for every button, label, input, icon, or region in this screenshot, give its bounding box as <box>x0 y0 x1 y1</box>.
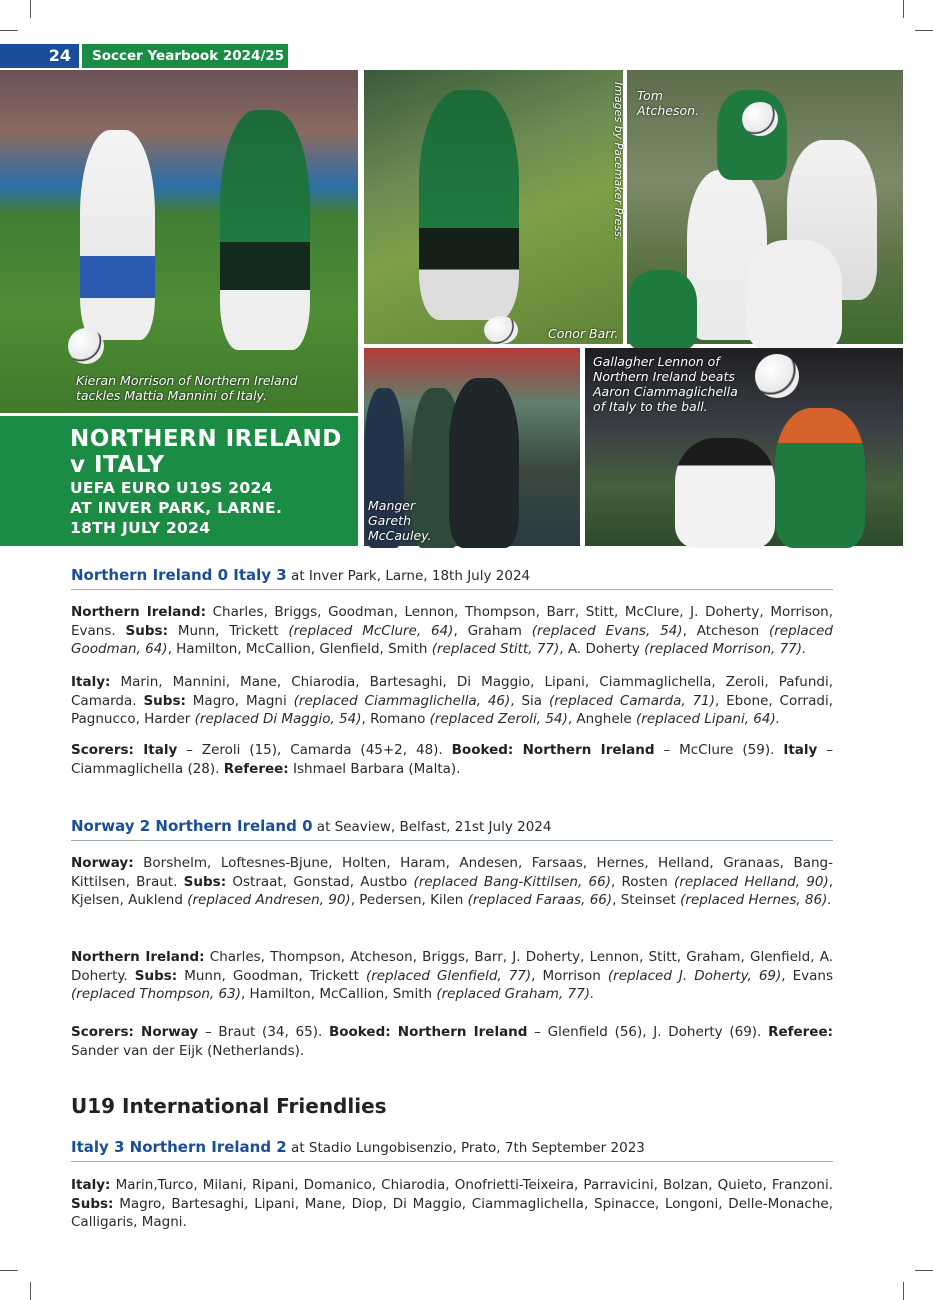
player-figure-italy <box>747 240 842 350</box>
sub-replacement: (replaced Stitt, 77) <box>431 641 560 657</box>
photo-manager <box>364 348 580 546</box>
player-list: Charles, Thompson, Atcheson, Briggs, Barr, J. Doherty, Lennon, Stitt, Graham, Glenfield, A. Doherty. <box>71 949 833 984</box>
caption-manager: Manger Gareth McCauley. <box>368 498 432 543</box>
sub-text: Munn, Trickett <box>167 622 289 639</box>
sub-replacement: (replaced Glenfield, 77) <box>365 967 532 984</box>
sub-text: Munn, Goodman, Trickett <box>177 967 366 984</box>
booked-label: Booked: Northern Ireland <box>328 1024 528 1040</box>
sub-text: , Graham <box>453 622 532 639</box>
crop-mark <box>0 30 18 31</box>
booked-label: Booked: Northern Ireland <box>451 742 655 758</box>
sub-text: Ostraat, Gonstad, Austbo <box>226 873 414 890</box>
sub-replacement: (replaced Camarda, 71) <box>548 692 715 709</box>
crop-mark <box>30 1282 31 1300</box>
crop-mark <box>915 1270 933 1271</box>
football-graphic <box>742 102 778 136</box>
sub-replacement: (replaced Di Maggio, 54) <box>194 711 362 727</box>
divider <box>71 1161 833 1162</box>
sub-text: , Evans <box>781 967 833 984</box>
title-line-4: AT INVER PARK, LARNE. <box>70 499 283 517</box>
divider <box>71 840 833 841</box>
player-list: Marin, Mannini, Mane, Chiarodia, Bartesaghi, Di Maggio, Lipani, Ciammaglichella, Zeroli, Pafundi, Camarda. <box>71 674 833 709</box>
scorers-text: – Braut (34, 65). <box>198 1024 329 1040</box>
match-3-score: Italy 3 Northern Ireland 2 <box>71 1138 287 1156</box>
sub-text: , Hamilton, McCallion, Glenfield, Smith <box>167 641 432 657</box>
crop-mark <box>0 1270 18 1271</box>
sub-text: , Romano <box>361 711 430 727</box>
title-line-1: NORTHERN IRELAND <box>70 426 342 452</box>
sub-text: , Steinset <box>612 892 681 908</box>
sub-text: , Pedersen, Kilen <box>350 892 468 908</box>
sub-text: , Kjelsen, Auklend <box>71 873 834 908</box>
caption-tom-atcheson: Tom Atcheson. <box>637 88 699 118</box>
title-line-5: 18TH JULY 2024 <box>70 519 211 537</box>
referee-label: Referee: <box>223 760 289 777</box>
sub-replacement: (replaced Lipani, 64). <box>636 711 781 727</box>
page-number: 24 <box>0 44 79 68</box>
book-title: Soccer Yearbook 2024/25 <box>82 44 288 68</box>
scorers-label: Scorers: Norway <box>71 1024 199 1040</box>
match-2-venue: at Seaview, Belfast, 21st July 2024 <box>312 819 552 835</box>
team-label: Northern Ireland: <box>71 949 205 965</box>
sub-replacement: (replaced Helland, 90) <box>674 873 829 890</box>
match-3-italy-lineup <box>71 1176 833 1232</box>
team-label: Italy: <box>71 674 111 690</box>
sub-replacement: (replaced Bang-Kittilsen, 66) <box>413 873 611 890</box>
scorers-label: Scorers: Italy <box>71 742 178 758</box>
match-1-venue: at Inver Park, Larne, 18th July 2024 <box>286 568 531 584</box>
subs-label: Subs: <box>134 967 178 984</box>
subs-label: Subs: <box>71 1195 114 1212</box>
player-list: Borshelm, Loftesnes-Bjune, Holten, Haram, Andesen, Farsaas, Hernes, Helland, Granaas, Bang-Kittilsen, Braut. <box>71 855 833 890</box>
booked-label: Italy <box>783 742 818 758</box>
sub-text: , A. Doherty <box>559 641 645 657</box>
sub-replacement: (replaced Goodman, 64) <box>71 622 833 657</box>
player-list: Charles, Briggs, Goodman, Lennon, Thompson, Barr, Stitt, McClure, J. Doherty, Morrison, Evans. <box>71 604 833 639</box>
title-line-3: UEFA EURO U19S 2024 <box>70 479 273 497</box>
sub-replacement: (replaced Hernes, 86). <box>680 892 832 908</box>
sub-text: , Anghele <box>567 711 636 727</box>
photo-conor-barr <box>364 70 623 344</box>
match-2-score: Norway 2 Northern Ireland 0 <box>71 817 313 835</box>
match-3-heading <box>71 1138 645 1156</box>
sub-text: , Ebone, Corradi, Pagnucco, Harder <box>71 692 833 727</box>
crop-mark <box>903 1282 904 1300</box>
team-label: Northern Ireland: <box>71 604 206 620</box>
team-label: Norway: <box>71 855 134 871</box>
sub-text: Magro, Bartesaghi, Lipani, Mane, Diop, Di Maggio, Ciammaglichella, Spinacce, Longoni, Delle-Monache, Calligaris, Magni. <box>71 1195 833 1230</box>
title-headline <box>70 426 342 478</box>
player-figure-northern-ireland <box>627 270 697 350</box>
sub-replacement: (replaced Graham, 77). <box>436 986 595 1002</box>
photo-tom-atcheson <box>627 70 903 344</box>
referee-label: Referee: <box>768 1024 834 1040</box>
title-subhead <box>70 478 282 538</box>
football-graphic <box>68 328 104 364</box>
sub-replacement: (replaced Andresen, 90) <box>187 892 351 908</box>
crop-mark <box>915 30 933 31</box>
photo-gallagher-lennon <box>585 348 903 546</box>
match-1-scorers <box>71 741 833 778</box>
sub-replacement: (replaced Evans, 54) <box>531 622 683 639</box>
sub-replacement: (replaced Morrison, 77). <box>644 641 807 657</box>
sub-text: Magro, Magni <box>185 692 294 709</box>
match-2-ni-lineup <box>71 948 833 1004</box>
match-title-panel <box>0 416 358 546</box>
match-2-norway-lineup <box>71 854 833 910</box>
caption-gallagher-lennon: Gallagher Lennon of Northern Ireland beats Aaron Ciammaglichella of Italy to the ball. <box>593 354 738 414</box>
sub-replacement: (replaced Zeroli, 54) <box>429 711 568 727</box>
sub-replacement: (replaced McClure, 64) <box>288 622 454 639</box>
player-figure-italy <box>80 130 155 340</box>
football-graphic <box>484 316 518 344</box>
caption-conor-barr: Conor Barr. <box>548 326 619 341</box>
referee-text: Ishmael Barbara (Malta). <box>288 760 461 777</box>
person-figure <box>449 378 519 548</box>
player-figure-northern-ireland <box>419 90 519 320</box>
sub-replacement: (replaced Ciammaglichella, 46) <box>293 692 511 709</box>
match-2-heading <box>71 817 551 835</box>
team-label: Italy: <box>71 1177 111 1193</box>
match-1-heading <box>71 566 530 584</box>
player-figure-northern-ireland <box>220 110 310 350</box>
sub-text: , Morrison <box>531 967 608 984</box>
section-title: U19 International Friendlies <box>71 1094 387 1118</box>
sub-text: , Hamilton, McCallion, Smith <box>240 986 437 1002</box>
photo-credit: Images by Pacemaker Press. <box>612 82 625 241</box>
divider <box>71 589 833 590</box>
caption-morrison: Kieran Morrison of Northern Ireland tackles Mattia Mannini of Italy. <box>76 373 298 403</box>
player-figure-italy <box>675 438 775 548</box>
match-1-italy-lineup <box>71 673 833 729</box>
match-2-scorers <box>71 1023 833 1060</box>
booked-text: – McClure (59). <box>654 742 784 758</box>
crop-mark <box>30 0 31 18</box>
sub-replacement: (replaced Thompson, 63) <box>71 986 241 1002</box>
scorers-text: – Zeroli (15), Camarda (45+2, 48). <box>177 742 452 758</box>
sub-text: , Atcheson <box>682 622 769 639</box>
booked-text: – Ciammaglichella (28). <box>71 742 833 777</box>
sub-replacement: (replaced J. Doherty, 69) <box>607 967 782 984</box>
player-figure-northern-ireland <box>775 408 865 548</box>
title-line-2: v ITALY <box>70 452 165 478</box>
photo-morrison-tackle <box>0 70 358 413</box>
crop-mark <box>903 0 904 18</box>
football-graphic <box>755 354 799 398</box>
sub-replacement: (replaced Faraas, 66) <box>467 892 613 908</box>
match-1-ni-lineup <box>71 603 833 659</box>
sub-text: , Sia <box>510 692 549 709</box>
booked-text: – Glenfield (56), J. Doherty (69). <box>527 1024 769 1040</box>
sub-text: , Rosten <box>610 873 675 890</box>
match-3-venue: at Stadio Lungobisenzio, Prato, 7th September 2023 <box>286 1140 645 1156</box>
subs-label: Subs: <box>125 622 168 639</box>
referee-text: Sander van der Eijk (Netherlands). <box>71 1042 305 1059</box>
subs-label: Subs: <box>183 873 227 890</box>
subs-label: Subs: <box>143 692 186 709</box>
player-list: Marin,Turco, Milani, Ripani, Domanico, Chiarodia, Onofrietti-Teixeira, Parravicini, Bolzan, Quieto, Franzoni. <box>110 1177 833 1193</box>
match-1-score: Northern Ireland 0 Italy 3 <box>71 566 287 584</box>
